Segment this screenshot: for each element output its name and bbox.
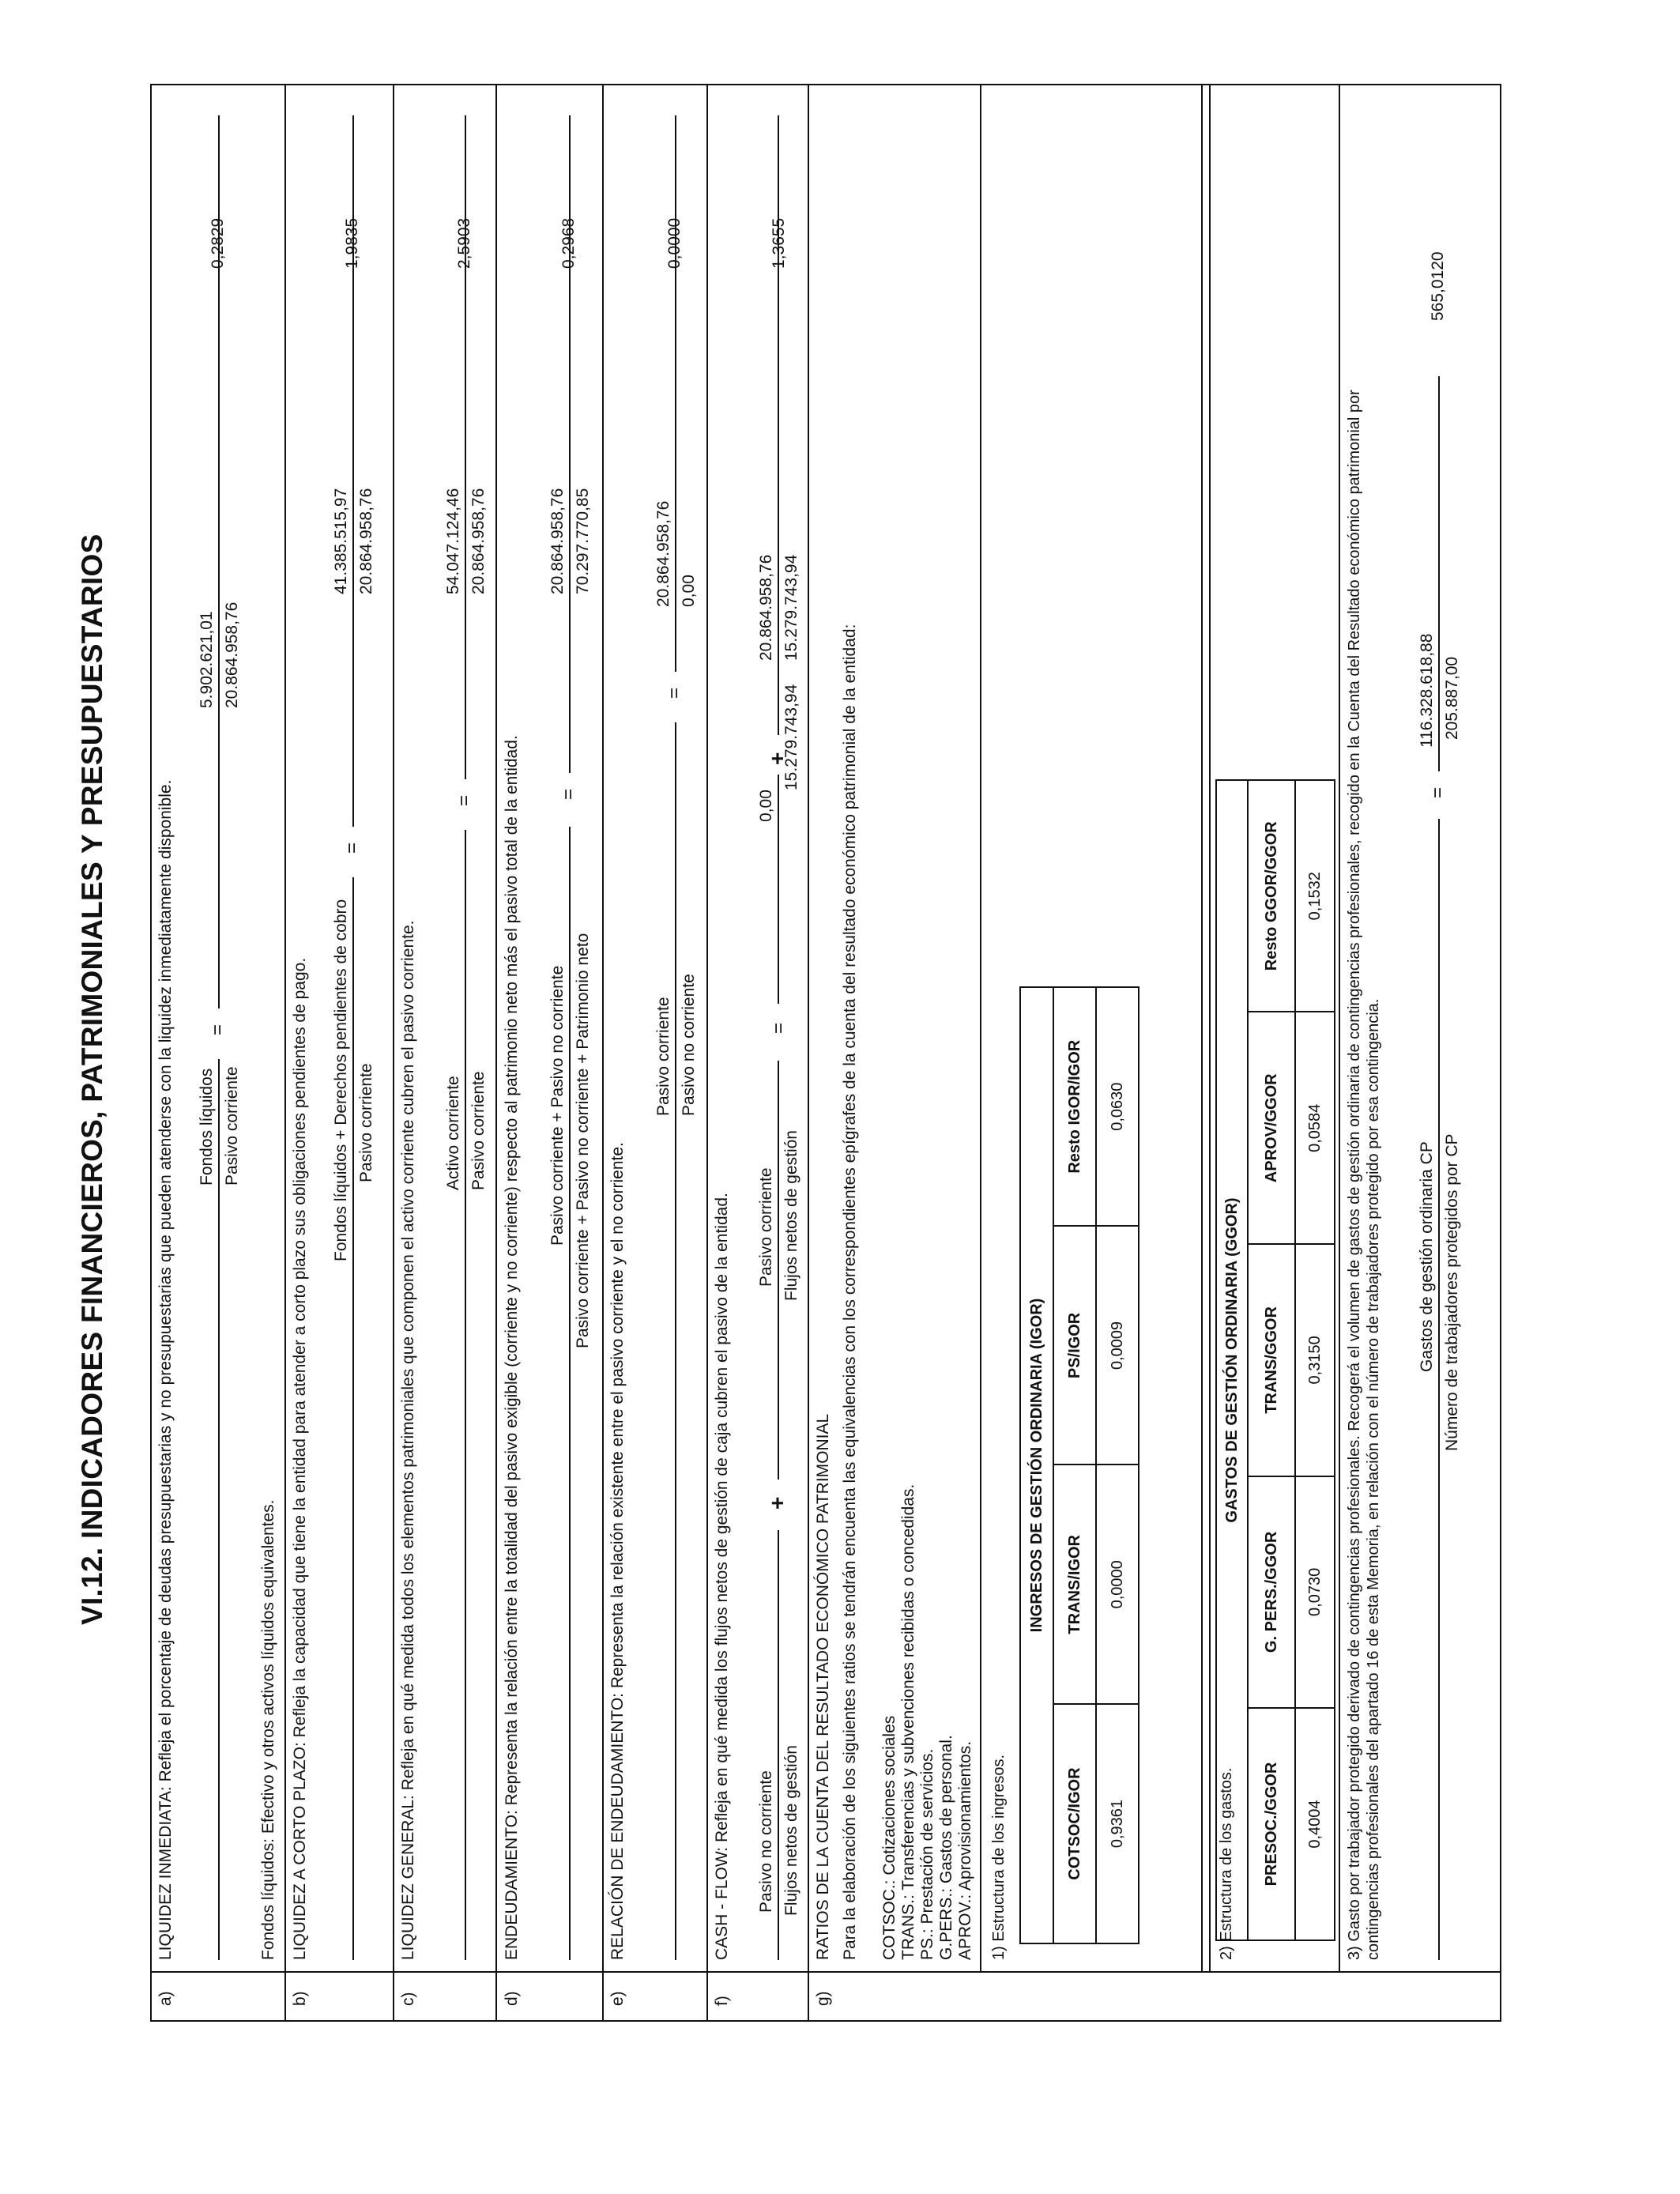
expenses-value: 0,1532 bbox=[1295, 780, 1335, 1012]
frac-f1-labels bbox=[778, 1530, 779, 1960]
frac-f1-values bbox=[778, 775, 779, 1004]
note-a: Fondos líquidos: Efectivo y otros activos líquidos equivalentes. bbox=[259, 1499, 277, 1960]
den2-value-f: 15.279.743,94 bbox=[782, 554, 800, 661]
eq-c: = bbox=[454, 794, 475, 806]
letter-f: f) bbox=[713, 1996, 731, 2006]
frame-left bbox=[150, 2020, 1501, 2022]
income-value: 0,0000 bbox=[1096, 1465, 1139, 1705]
letter-c: c) bbox=[399, 1992, 417, 2006]
sep-cd bbox=[495, 84, 497, 2022]
sep-ab bbox=[284, 84, 286, 2022]
income-header: PS/IGOR bbox=[1053, 1226, 1096, 1465]
abbrev-0: COTSOC.: Cotizaciones sociales bbox=[880, 1715, 898, 1960]
income-header: Resto IGOR/IGOR bbox=[1053, 987, 1096, 1226]
income-table bbox=[1019, 986, 1139, 1944]
eq-cp: = bbox=[1427, 786, 1448, 798]
num2-label-f: Pasivo corriente bbox=[757, 1167, 775, 1287]
letter-g: g) bbox=[814, 1991, 832, 2006]
cp-num-label: Gastos de gestión ordinaria CP bbox=[1418, 1141, 1436, 1372]
result-f: 1,3655 bbox=[770, 217, 788, 269]
frac-e-labels bbox=[675, 722, 676, 1960]
expenses-header: PRESOC./GGOR bbox=[1248, 1708, 1295, 1940]
sep-de bbox=[602, 84, 604, 2022]
eq-d: = bbox=[558, 788, 579, 800]
abbrev-3: G.PERS.: Gastos de personal. bbox=[937, 1735, 955, 1960]
frac-a-labels bbox=[218, 1059, 220, 1960]
income-table-title: INGRESOS DE GESTIÓN ORDINARIA (IGOR) bbox=[1020, 987, 1053, 1943]
abbrev-4: APROV.: Aprovisionamientos. bbox=[956, 1740, 974, 1960]
num-label-c: Activo corriente bbox=[444, 1076, 462, 1190]
expenses-label: 2) Estructura de los gastos. bbox=[1218, 1767, 1235, 1960]
income-value: 0,0009 bbox=[1096, 1226, 1139, 1465]
sep-g-expenses bbox=[1339, 84, 1340, 1973]
expenses-header: G. PERS./GGOR bbox=[1248, 1476, 1295, 1708]
desc-a: LIQUIDEZ INMEDIATA: Refleja el porcentaje de deudas presupuestarias y no presupuestarias que pueden atenderse con la liquidez inmediatamente disponible. bbox=[156, 779, 175, 1960]
sep-ef bbox=[706, 84, 708, 2022]
eq-f: = bbox=[768, 1022, 789, 1034]
num-label-b: Fondos líquidos + Derechos pendientes de cobro bbox=[332, 899, 350, 1261]
den1-label-f: Flujos netos de gestión bbox=[782, 1745, 800, 1916]
frac-cp-labels bbox=[1438, 819, 1440, 1960]
page-title: VI.12. INDICADORES FINANCIEROS, PATRIMONIALES Y PRESUPUESTARIOS bbox=[76, 533, 108, 1625]
result-d: 0,2968 bbox=[559, 217, 578, 269]
expenses-header: Resto GGOR/GGOR bbox=[1248, 780, 1295, 1012]
den-value-a: 20.864.958,76 bbox=[223, 601, 241, 708]
income-header: COTSOC/IGOR bbox=[1053, 1704, 1096, 1943]
frac-f2-labels bbox=[778, 1061, 779, 1480]
expenses-value: 0,0730 bbox=[1295, 1476, 1335, 1708]
eq-a: = bbox=[207, 1023, 228, 1035]
income-header: TRANS/IGOR bbox=[1053, 1465, 1096, 1705]
expenses-header: TRANS/GGOR bbox=[1248, 1244, 1295, 1476]
letter-col-divider bbox=[150, 1971, 1501, 1973]
den-label-b: Pasivo corriente bbox=[357, 1063, 375, 1182]
result-e: 0,0000 bbox=[665, 217, 684, 269]
sep-bc bbox=[393, 84, 394, 2022]
result-c: 2,5903 bbox=[455, 217, 473, 269]
eq-e: = bbox=[664, 687, 685, 699]
num-label-d: Pasivo corriente + Pasivo no corriente bbox=[548, 965, 567, 1246]
expenses-value: 0,4004 bbox=[1295, 1708, 1335, 1940]
cp-den-value: 205.887,00 bbox=[1443, 656, 1461, 740]
income-label: 1) Estructura de los ingresos. bbox=[990, 1754, 1008, 1960]
plus-f-labels: + bbox=[765, 1496, 789, 1510]
result-b: 1,9835 bbox=[343, 217, 361, 269]
frame-bottom bbox=[1500, 84, 1501, 2022]
den-label-d: Pasivo corriente + Pasivo no corriente + Patrimonio neto bbox=[574, 933, 592, 1348]
frac-f2-values bbox=[778, 115, 779, 735]
result-a: 0,2829 bbox=[209, 217, 227, 269]
sep-g-income2 bbox=[1209, 84, 1211, 1973]
num-value-d: 20.864.958,76 bbox=[548, 488, 567, 594]
frac-c-labels bbox=[465, 830, 466, 1960]
expenses-table-title: GASTOS DE GESTIÓN ORDINARIA (GGOR) bbox=[1216, 780, 1248, 1940]
expenses-value: 0,0584 bbox=[1295, 1012, 1335, 1244]
cp-desc-2: contingencias profesionales del apartado 16 de esta Memoria, en relación con el número de trabajadores protegido por esa contingencia. bbox=[1365, 998, 1382, 1960]
den-label-a: Pasivo corriente bbox=[223, 1066, 241, 1186]
sep-g-intro bbox=[980, 84, 981, 1973]
desc-f: CASH - FLOW: Refleja en qué medida los flujos netos de gestión de caja cubren el pasivo de la entidad. bbox=[713, 1193, 731, 1960]
den-label-c: Pasivo corriente bbox=[469, 1071, 488, 1190]
den-value-c: 20.864.958,76 bbox=[469, 488, 488, 594]
den2-label-f: Flujos netos de gestión bbox=[782, 1130, 800, 1301]
abbrev-2: PS.: Prestación de servicios. bbox=[918, 1748, 936, 1960]
num-value-a: 5.902.621,01 bbox=[198, 611, 216, 708]
frac-e-values bbox=[675, 115, 676, 672]
frac-cp-values bbox=[1438, 376, 1440, 771]
letter-b: b) bbox=[291, 1991, 309, 2006]
desc-e: RELACIÓN DE ENDEUDAMIENTO: Representa la relación existente entre el pasivo corriente y el no corriente. bbox=[608, 1142, 627, 1960]
num1-label-f: Pasivo no corriente bbox=[757, 1770, 775, 1913]
expenses-table-body bbox=[1215, 779, 1335, 1941]
frac-d-values bbox=[569, 115, 571, 773]
desc-b: LIQUIDEZ A CORTO PLAZO: Refleja la capacidad que tiene la entidad para atender a corto plazo sus obligaciones pendientes de pago. bbox=[291, 957, 309, 1960]
frac-b-labels bbox=[352, 877, 354, 1960]
num-label-e: Pasivo corriente bbox=[654, 997, 672, 1116]
num-value-c: 54.047.124,46 bbox=[444, 488, 462, 594]
sep-fg bbox=[808, 84, 809, 2022]
letter-e: e) bbox=[608, 1991, 627, 2006]
desc-d: ENDEUDAMIENTO: Representa la relación entre la totalidad del pasivo exigible (corriente y no corriente) respecto al patrimonio neto más el pasivo total de la entidad. bbox=[503, 735, 521, 1960]
desc-c: LIQUIDEZ GENERAL: Refleja en qué medida todos los elementos patrimoniales que componen el activo corriente cubren el pasivo corriente. bbox=[399, 920, 417, 1960]
income-value: 0,9361 bbox=[1096, 1704, 1139, 1943]
num1-value-f: 0,00 bbox=[757, 790, 775, 822]
sep-g-income bbox=[1201, 84, 1203, 1973]
den-label-e: Pasivo no corriente bbox=[680, 974, 698, 1116]
den-value-d: 70.297.770,85 bbox=[574, 488, 592, 594]
cp-result: 565,0120 bbox=[1429, 251, 1447, 321]
den-value-e: 0,00 bbox=[680, 575, 698, 607]
cp-den-label: Número de trabajadores protegidos por CP bbox=[1443, 1133, 1461, 1451]
income-value: 0,0630 bbox=[1096, 987, 1139, 1226]
letter-d: d) bbox=[503, 1991, 521, 2006]
heading-g: RATIOS DE LA CUENTA DEL RESULTADO ECONÓMICO PATRIMONIAL bbox=[814, 1413, 832, 1960]
num-value-b: 41.385.515,97 bbox=[332, 488, 350, 594]
eq-b: = bbox=[341, 842, 363, 854]
frac-c-values bbox=[465, 115, 466, 779]
cp-desc-1: 3) Gasto por trabajador protegido derivado de contingencias profesionales. Recogerá el volumen de gastos de gestión ordinaria de contingencias profesionales, recogido en la Cuenta del Resultado económico patrimonial por bbox=[1346, 390, 1363, 1960]
expenses-value: 0,3150 bbox=[1295, 1244, 1335, 1476]
cp-num-value: 116.328.618,88 bbox=[1418, 633, 1436, 748]
num-label-a: Fondos líquidos bbox=[198, 1068, 216, 1186]
intro-g: Para la elaboración de los siguientes ratios se tendrán encuenta las equivalencias con los correspondientes epígrafes de la cuenta del resultado económico patrimonial de la entidad: bbox=[841, 624, 859, 1960]
plus-f-values: + bbox=[765, 752, 789, 765]
num-value-e: 20.864.958,76 bbox=[654, 500, 672, 607]
den1-value-f: 15.279.743,94 bbox=[782, 684, 800, 790]
abbrev-1: TRANS.: Transferencias y subvenciones recibidas o concedidas. bbox=[899, 1483, 917, 1960]
den-value-b: 20.864.958,76 bbox=[357, 488, 375, 594]
letter-a: a) bbox=[156, 1991, 175, 2006]
frac-d-labels bbox=[569, 827, 571, 1960]
expenses-header: APROV/GGOR bbox=[1248, 1012, 1295, 1244]
num2-value-f: 20.864.958,76 bbox=[757, 554, 775, 661]
